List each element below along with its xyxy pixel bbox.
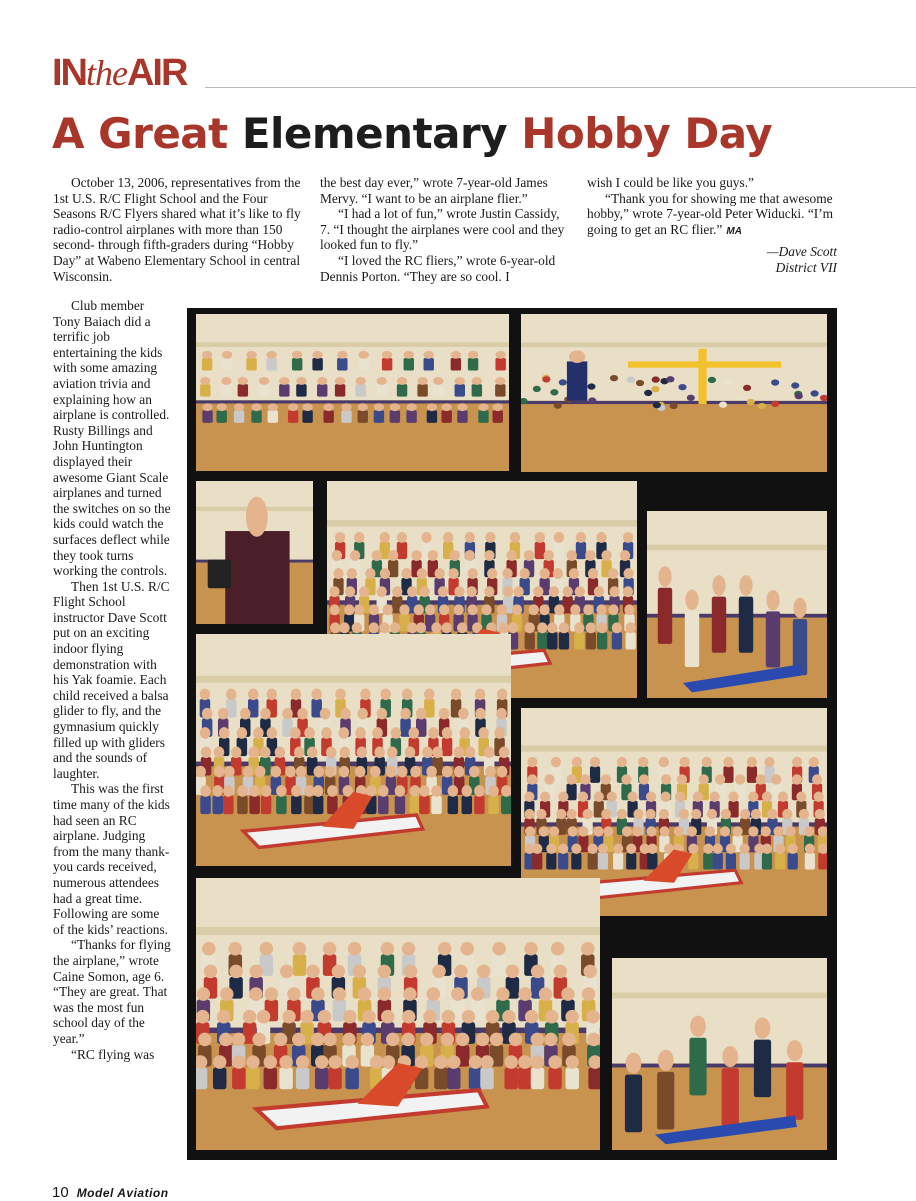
closing-quote-text: “Thank you for showing me that awesome hobby,” wrote 7-year-old Peter Widucki. “I’m going to get an RC flier.”	[587, 190, 834, 237]
body-paragraph: wish I could be like you guys.”	[587, 175, 754, 190]
page-footer	[52, 1184, 169, 1200]
title-part-1: A Great	[52, 109, 228, 158]
photo-assembly-group-image	[196, 878, 600, 1150]
kicker-the: the	[86, 53, 127, 93]
photo-gym-airplane-display-image	[521, 314, 827, 472]
article-column-3	[587, 175, 837, 276]
photo-kids-seated-crowd-2	[196, 634, 511, 866]
signature-block	[587, 244, 837, 275]
photo-man-with-transmitter-image	[196, 481, 313, 624]
photo-gym-airplane-display	[521, 314, 827, 472]
body-paragraph: Club member Tony Baiach did a terrific job entertaining the kids with some amazing aviation trivia and explaining how an airplane is controlled. Rusty Billings and John Huntington displayed their awesome Giant Scale airplanes and turned the switches on so the kids could watch the surfaces deflect while they took turns working the controls.	[53, 298, 171, 579]
photo-group-portrait-image	[196, 314, 509, 471]
article-title	[52, 108, 892, 160]
body-paragraph: “I had a lot of fun,” wrote Justin Cassidy, 7. “I thought the airplanes were cool and they looked fun to fly.”	[320, 206, 565, 253]
body-paragraph: October 13, 2006, representatives from the 1st U.S. R/C Flight School and the Four Seasons R/C Flyers shared what it’s like to fly radio-control airplanes with more than 150 second- through fifth-graders during “Hobby Day” at Wabeno Elementary School in central Wisconsin.	[53, 175, 301, 284]
title-part-2: Elementary	[241, 109, 508, 158]
article-column-1	[53, 175, 301, 284]
byline: —Dave Scott	[766, 244, 837, 260]
photo-kids-around-plane	[612, 958, 827, 1150]
photo-boys-with-instructor-image	[647, 511, 827, 698]
section-kicker	[52, 52, 186, 92]
body-paragraph: “RC flying was	[71, 1046, 155, 1062]
body-paragraph: “Thanks for flying the airplane,” wrote Caine Somon, age 6. “They are great. That was the most fun school day of the year.”	[53, 937, 171, 1046]
body-paragraph: Then 1st U.S. R/C Flight School instructor Dave Scott put on an exciting indoor flying demonstration with his Yak foamie. Each child received a balsa glider to fly, and the gymnasium quickly filled up with gliders and the sounds of laughter.	[53, 578, 170, 781]
end-mark: MA	[726, 225, 742, 237]
header-rule	[205, 87, 916, 88]
body-paragraph	[587, 191, 837, 240]
body-paragraph: the best day ever,” wrote 7-year-old James Mervy. “I want to be an airplane flier.”	[320, 175, 548, 206]
photo-kids-around-plane-image	[612, 958, 827, 1150]
photo-man-with-transmitter	[196, 481, 313, 624]
photo-mosaic	[187, 308, 837, 1160]
photo-assembly-group	[196, 878, 600, 1150]
body-paragraph: This was the first time many of the kids had seen an RC airplane. Judging from the many thank-you cards received, numerous attendees had a great time. Following are some of the kids’ reactions.	[53, 781, 170, 937]
page-number: 10	[52, 1184, 69, 1201]
district: District VII	[775, 259, 837, 275]
body-paragraph: “I loved the RC fliers,” wrote 6-year-old Dennis Porton. “They are so cool. I	[320, 252, 556, 284]
kicker-air: AIR	[126, 52, 187, 94]
photo-kids-seated-crowd-2-image	[196, 634, 511, 866]
photo-boys-with-instructor	[647, 511, 827, 698]
article-column-narrow	[53, 298, 173, 1062]
article-column-2	[320, 175, 570, 284]
publication-name: Model Aviation	[76, 1186, 169, 1200]
title-part-3: Hobby Day	[521, 109, 773, 158]
kicker-in: IN	[52, 52, 86, 94]
photo-group-portrait	[196, 314, 509, 471]
